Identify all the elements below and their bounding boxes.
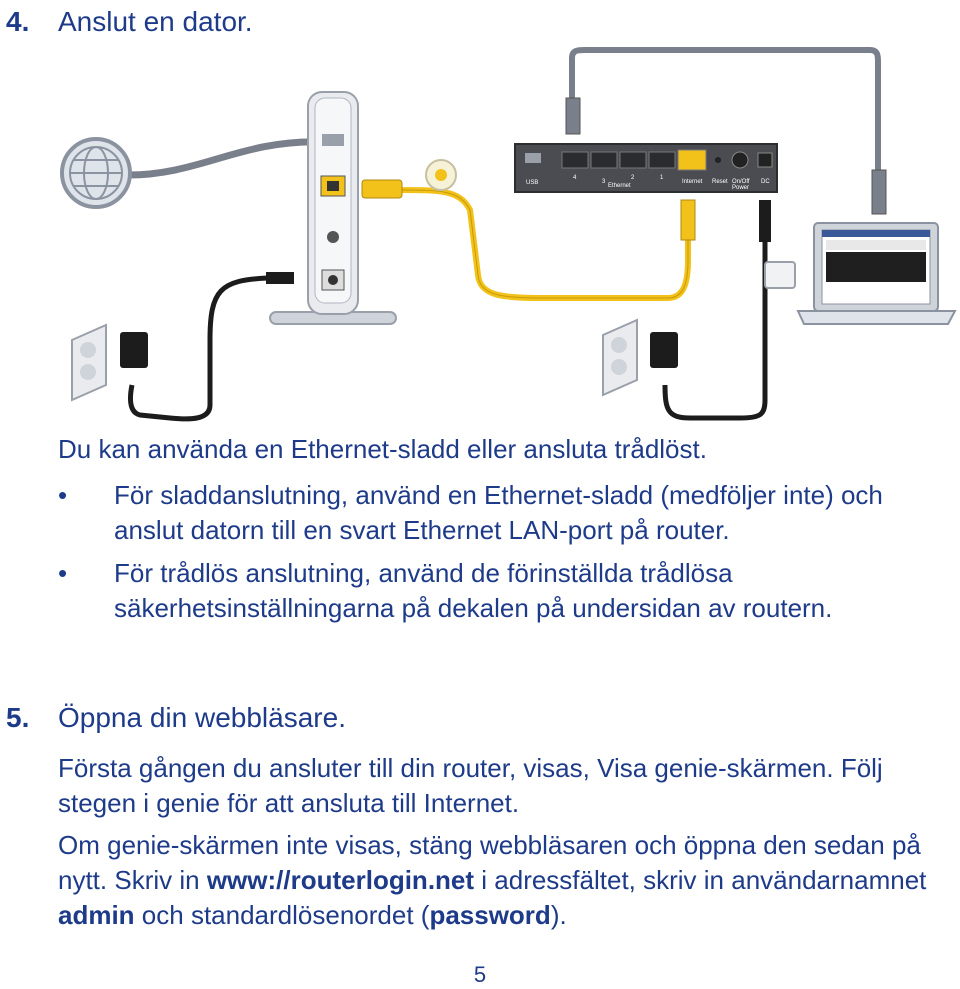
internet-globe-icon <box>62 139 130 207</box>
port-label-2: 2 <box>631 175 635 181</box>
list-item <box>58 478 918 548</box>
step-number: 5. <box>6 702 30 733</box>
page-number: 5 <box>473 962 487 987</box>
port-label-ethernet: Ethernet <box>608 183 631 189</box>
port-label-onoff: On/Off <box>732 179 750 185</box>
ferrite-clip-icon <box>765 262 795 288</box>
bullet-icon: • <box>58 480 68 510</box>
first-time-text: Första gången du ansluter till din router, visas, Visa genie-skärmen. Följ stegen i genie för att ansluta till Internet. <box>58 753 883 818</box>
port-label-reset: Reset <box>712 179 728 185</box>
default-username: admin <box>58 900 135 930</box>
laptop-icon <box>798 223 955 324</box>
step-number: 4. <box>6 6 30 37</box>
router-power-cable <box>665 215 765 418</box>
port-label-power: Power <box>732 185 750 191</box>
port-label-4: 4 <box>573 175 577 181</box>
step-title: Anslut en dator. <box>58 6 253 37</box>
list-item <box>58 556 918 626</box>
ferrite-clip-icon <box>426 160 456 190</box>
modem-power-cable <box>130 278 268 419</box>
bullet-text: För trådlös anslutning, använd de förinställda trådlösa säkerhetsinställningarna på dekalen på undersidan av routern. <box>114 558 833 623</box>
default-password: password <box>429 900 551 930</box>
power-adapter <box>650 332 678 368</box>
step-5-heading <box>6 702 346 734</box>
connection-options-list <box>58 478 918 634</box>
port-label-1: 1 <box>660 175 664 181</box>
power-adapter <box>120 332 148 368</box>
wall-outlet-icon <box>72 325 106 400</box>
step-4-heading <box>6 6 253 38</box>
modem <box>270 92 396 324</box>
text-segment: ). <box>550 900 567 930</box>
text-segment: Om genie-skärmen inte visas, stäng webbläsaren och öppna den sedan på nytt. Skriv in <box>58 830 921 895</box>
internet-cable <box>400 190 688 298</box>
wall-outlet-icon <box>603 320 637 395</box>
bullet-icon: • <box>58 558 68 588</box>
globe-cable <box>128 142 320 175</box>
port-label-dc: DC <box>761 179 770 185</box>
router <box>515 144 777 192</box>
bullet-text: För sladdanslutning, använd en Ethernet-sladd (medföljer inte) och anslut datorn till en svart Ethernet LAN-port på router. <box>114 480 883 545</box>
text-segment: i adressfältet, skriv in användarnamnet <box>474 865 927 895</box>
port-label-3: 3 <box>602 179 606 185</box>
text-segment: och standardlösenordet ( <box>134 900 430 930</box>
port-label-usb: USB <box>526 180 539 186</box>
connection-diagram <box>0 40 960 435</box>
intro-text: Du kan använda en Ethernet-sladd eller ansluta trådlöst. <box>58 434 707 464</box>
step-title: Öppna din webbläsare. <box>58 702 346 733</box>
router-url: www://routerlogin.net <box>206 865 475 895</box>
port-label-internet: Internet <box>682 179 703 185</box>
genie-instructions-text <box>58 828 953 933</box>
